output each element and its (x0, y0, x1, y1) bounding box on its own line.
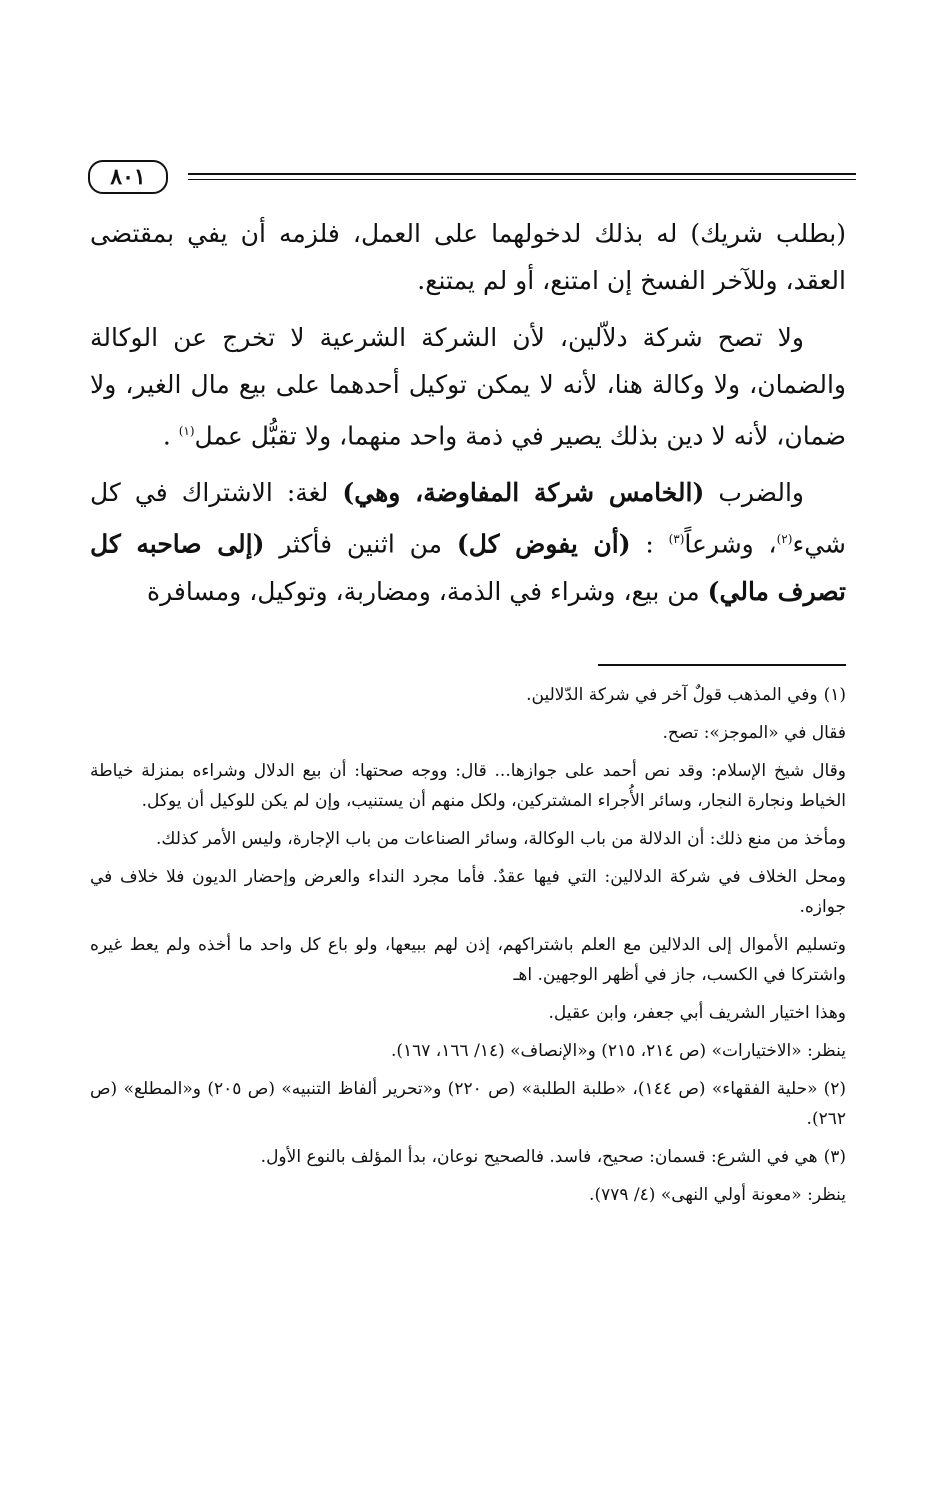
footnote-1-number: (١) (823, 685, 846, 705)
footnote-1-line: وتسليم الأموال إلى الدلالين مع العلم باشتراكهم، إذن لهم ببيعها، ولو باع كل واحد ما أخذه ولم يعط غيره واشتركا في الكسب، جاز في أظهر الوجهين. اهـ (90, 935, 846, 985)
footnote-ref-2[interactable]: (٢) (776, 532, 793, 547)
bold-term: (إلى صاحبه كل تصرف مالي) (90, 529, 846, 606)
footnote-ref-3[interactable]: (٣) (668, 532, 685, 547)
paragraph-1: (بطلب شريك) له بذلك لدخولهما على العمل، فلزمه أن يفي بمقتضى العقد، وللآخر الفسخ إن امتنع، أو لم يمتنع. (90, 219, 846, 295)
footnote-2 (90, 1074, 846, 1134)
bold-term: (أن يفوض كل) (456, 529, 631, 559)
page-header (88, 160, 856, 200)
paragraph-2-end: . (162, 421, 171, 451)
text-run: من بيع، وشراء في الذمة، ومضاربة، وتوكيل، ومسافرة (147, 576, 700, 606)
footnote-ref-1[interactable]: (١) (178, 424, 195, 438)
paragraph-2-text: ولا تصح شركة دلاّلين، لأن الشركة الشرعية لا تخرج عن الوكالة والضمان، ولا وكالة هنا، لأنه لا يمكن توكيل أحدهما على بيع مال الغير، ولا ضمان، لأنه لا دين بذلك يصير في ذمة واحد منهما، ولا تقبُّل عمل (90, 323, 846, 451)
paragraph-3 (90, 469, 846, 614)
text-run: والضرب (718, 478, 804, 508)
paragraph-2 (90, 314, 846, 459)
footnotes (90, 680, 846, 1218)
text-run: : (645, 529, 654, 559)
footnote-1-line: ومحل الخلاف في شركة الدلالين: التي فيها عقدٌ. فأما مجرد النداء والعرض وإحضار الديون فلا خلاف في جوازه. (90, 867, 846, 917)
footnote-1-line: ومأخذ من منع ذلك: أن الدلالة من باب الوكالة، وسائر الصناعات من باب الإجارة، وليس الأمر كذلك. (156, 829, 846, 849)
header-rule-thin (188, 179, 856, 180)
footnote-text: هي في الشرع: قسمان: صحيح، فاسد. فالصحيح نوعان، بدأ المؤلف بالنوع الأول. (260, 1147, 818, 1167)
main-text (90, 210, 846, 625)
footnote-1-line: وهذا اختيار الشريف أبي جعفر، وابن عقيل. (548, 1003, 846, 1023)
footnote-3 (90, 1142, 846, 1172)
footnote-1-line: وقال شيخ الإسلام: وقد نص أحمد على جوازها... قال: ووجه صحتها: أن بيع الدلال وشراءه بمنزلة خياطة الخياط ونجارة النجار، وسائر الأُجراء المشتركين، ولكل منهم أن يستنيب، وإن لم يكن للوكيل أن يوكل. (90, 761, 846, 811)
header-rule (188, 173, 856, 175)
footnote-3-line: ينظر: «معونة أولي النهى» (٤/ ٧٧٩). (589, 1185, 846, 1205)
bold-term: (الخامس شركة المفاوضة، وهي) (342, 478, 705, 508)
footnote-text: وفي المذهب قولٌ آخر في شركة الدّلالين. (526, 685, 818, 705)
text-run: لغة: الاشتراك في كل شيء (90, 478, 846, 559)
footnote-1-line (90, 680, 846, 710)
text-run: ، وشرعاً (684, 529, 777, 559)
footnote-text: «حلية الفقهاء» (ص ١٤٤)، «طلبة الطلبة» (ص ٢٢٠) و«تحرير ألفاظ التنبيه» (ص ٢٠٥) و«المطلع» (ص ٢٦٢). (90, 1079, 846, 1129)
text-run: من اثنين فأكثر (279, 529, 443, 559)
page-number: ٨٠١ (88, 160, 168, 194)
footnote-2-number: (٢) (823, 1079, 846, 1099)
footnote-1-line: فقال في «الموجز»: تصح. (662, 723, 846, 743)
footnote-1-line: ينظر: «الاختيارات» (ص ٢١٤، ٢١٥) و«الإنصاف» (١٤/ ١٦٦، ١٦٧). (390, 1041, 846, 1061)
footnote-separator (598, 664, 846, 666)
footnote-3-number: (٣) (823, 1147, 846, 1167)
